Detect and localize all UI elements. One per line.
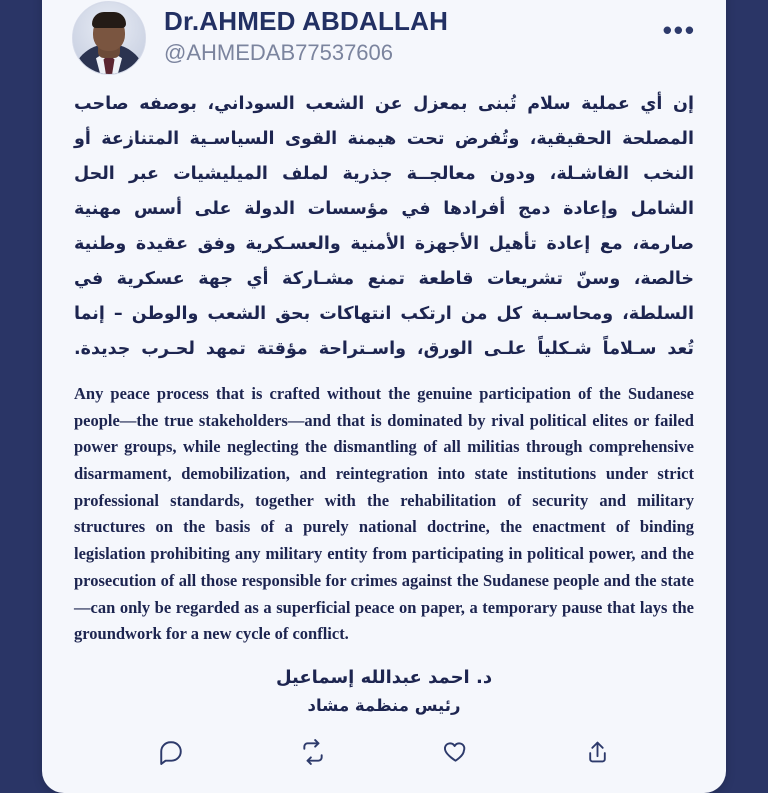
author-names bbox=[164, 1, 645, 67]
author-display-name[interactable]: Dr.AHMED ABDALLAH bbox=[164, 5, 449, 36]
share-icon[interactable] bbox=[580, 735, 614, 769]
signature-name: د. احمد عبدالله إسماعيل bbox=[275, 667, 493, 688]
post-actions bbox=[72, 719, 696, 775]
signature-title: رئيس منظمة مشاد bbox=[307, 695, 461, 715]
avatar[interactable] bbox=[72, 1, 146, 75]
author-handle[interactable]: @AHMEDAB77537606 bbox=[164, 39, 394, 65]
reply-icon[interactable] bbox=[154, 735, 188, 769]
post-signature bbox=[72, 664, 696, 719]
more-options-icon[interactable]: ••• bbox=[662, 14, 696, 45]
post-text-arabic: إن أي عملية سلام تُبنى بمعزل عن الشعب السوداني، بوصفه صاحب المصلحة الحقيقية، وتُفرض تحت هيمنة القوى السياسـية المتنازعة أو النخب الفاشـلة، ودون معالجــة جذرية لملف الميليشيات عبر الحل الشامل وإعادة دمج أفرادها في مؤسسات الدولة على أسس مهنية صارمة، مع إعادة تأهيل الأجهزة الأمنية والعسـكرية وفق عقيدة وطنية خالصة، وسنّ تشريعات قاطعة تمنع مشـاركة أي جهة عسكرية في السلطة، ومحاسـبة كل من ارتكب انتهاكات بحق الشعب والوطن – إنما تُعد سـلاماً شـكلياً علـى الورق، واسـتراحة مؤقتة تمهد لحـرب جديدة. bbox=[74, 93, 694, 359]
post-text-english: Any peace process that is crafted without the genuine participation of the Sudanese people—the true stakeholders—and that is dominated by rival political elites or failed power groups, while neglecting the dismantling of all militias through comprehensive disarmament, demobilization, and reintegration into state institutions under strict professional standards, together with the rehabilitation of security and military structures on the basis of a purely national doctrine, the enactment of binding legislation prohibiting any military entity from participating in political power, and the prosecution of all those responsible for crimes against the Sudanese people and the state—can only be regarded as a superficial peace on paper, a temporary pause that lays the groundwork for a new cycle of conflict. bbox=[74, 383, 694, 644]
like-icon[interactable] bbox=[438, 735, 472, 769]
avatar-hair bbox=[92, 12, 126, 28]
social-post-card bbox=[42, 0, 726, 793]
retweet-icon[interactable] bbox=[296, 735, 330, 769]
post-header bbox=[72, 1, 696, 75]
